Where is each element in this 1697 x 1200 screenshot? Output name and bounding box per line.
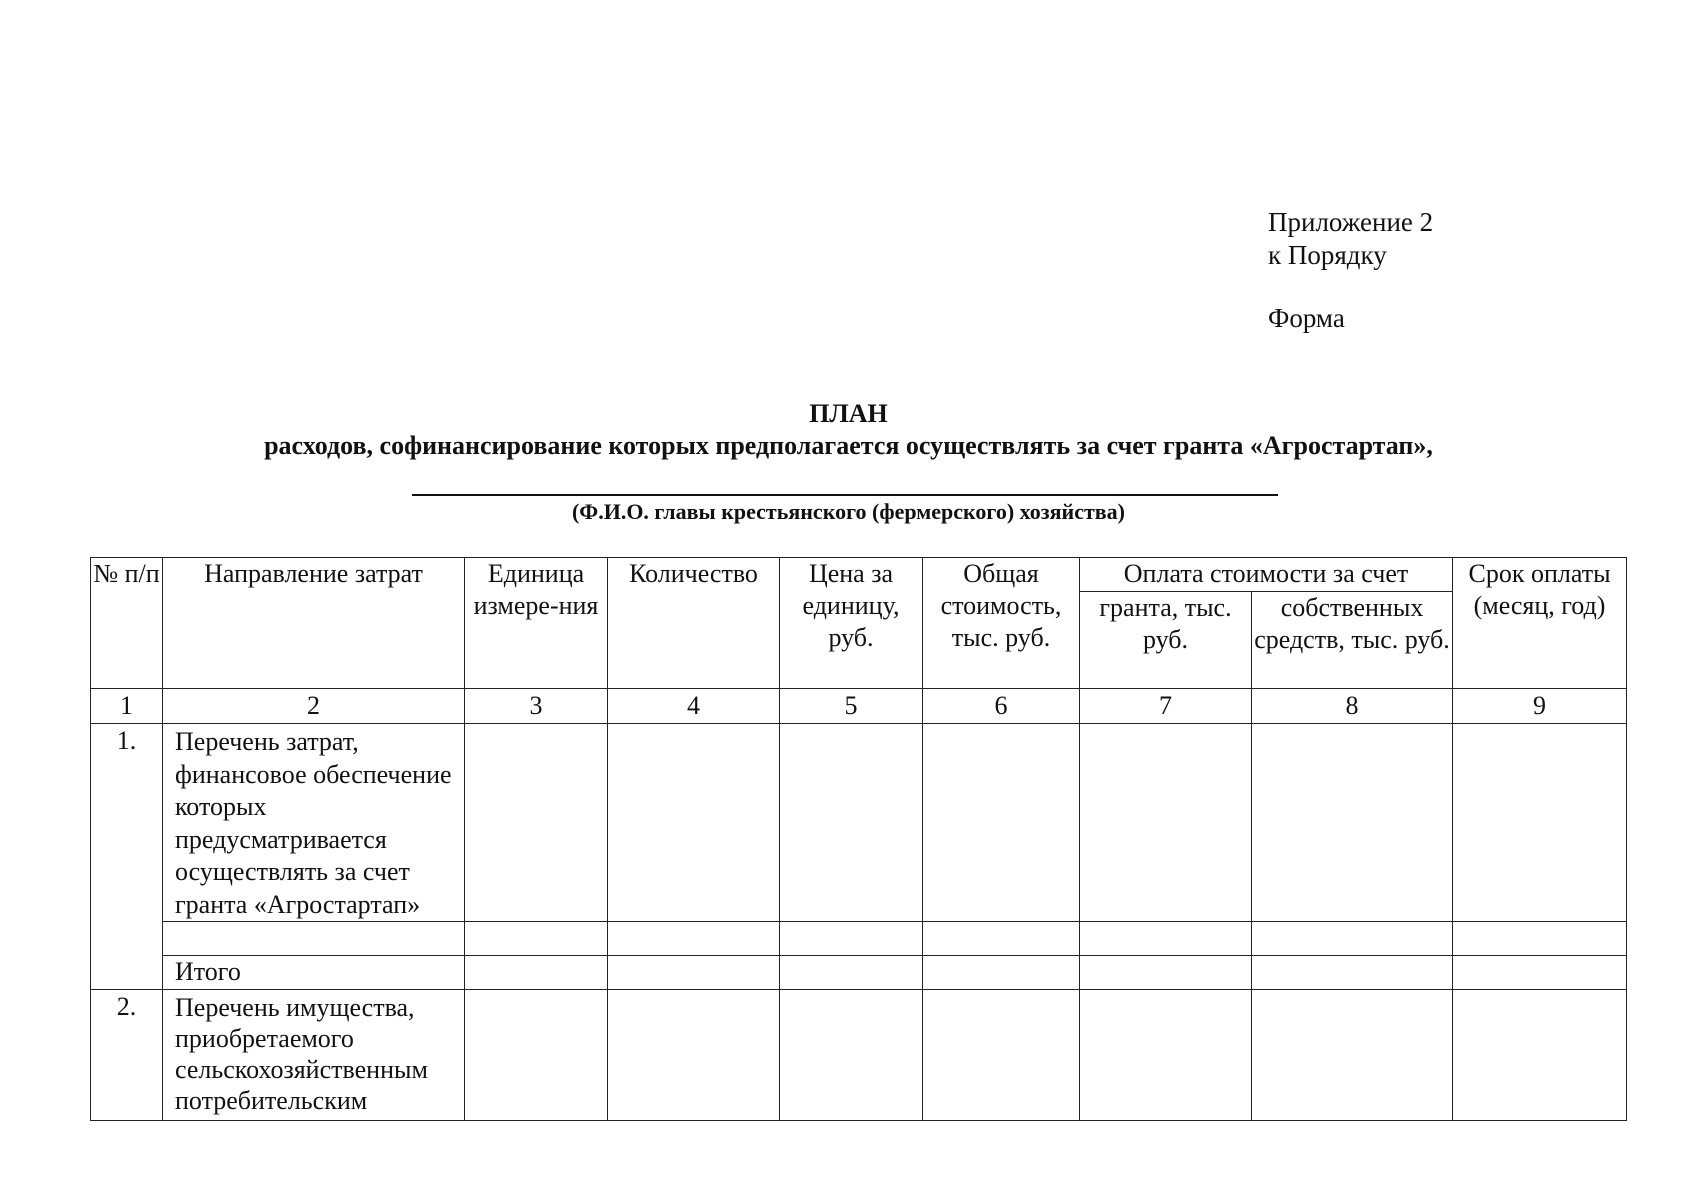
cell-own[interactable] (1252, 724, 1453, 922)
name-caption: (Ф.И.О. главы крестьянского (фермерского) хозяйства) (571, 499, 1126, 524)
row-text: Перечень затрат, финансовое обеспечение которых предусматривается осуществлять за счет гранта «Агростартап» (163, 724, 465, 922)
column-number: 9 (1453, 689, 1627, 724)
table-row (91, 990, 1627, 1121)
appendix-block (1268, 206, 1433, 335)
title-subtitle: расходов, софинансирование которых предполагается осуществлять за счет гранта «Агростартап», (264, 431, 1433, 460)
table-row (91, 922, 1627, 956)
cell-unit[interactable] (465, 956, 608, 990)
header-price: Цена за единицу, руб. (780, 558, 923, 689)
column-number: 8 (1252, 689, 1453, 724)
plan-table (90, 557, 1627, 1121)
document-title (0, 398, 1697, 462)
cell-quantity[interactable] (608, 724, 780, 922)
header-row-1 (91, 558, 1627, 592)
cell-price[interactable] (780, 922, 923, 956)
cell-unit[interactable] (465, 990, 608, 1121)
column-numbers-row (91, 689, 1627, 724)
row-number: 2. (91, 990, 163, 1121)
cell-own[interactable] (1252, 990, 1453, 1121)
name-fill-line (412, 494, 1278, 496)
header-total: Общая стоимость, тыс. руб. (923, 558, 1080, 689)
total-label: Итого (163, 956, 465, 990)
cell-quantity[interactable] (608, 956, 780, 990)
cell-price[interactable] (780, 956, 923, 990)
cell-unit[interactable] (465, 724, 608, 922)
cell-total[interactable] (923, 724, 1080, 922)
header-payment-group: Оплата стоимости за счет (1080, 558, 1453, 592)
header-term: Срок оплаты (месяц, год) (1453, 558, 1627, 689)
row-text: Перечень имущества, приобретаемого сельскохозяйственным потребительским (163, 990, 465, 1121)
header-quantity: Количество (608, 558, 780, 689)
cell-quantity[interactable] (608, 990, 780, 1121)
cell-total[interactable] (923, 990, 1080, 1121)
header-grant: гранта, тыс. руб. (1080, 592, 1252, 689)
appendix-line-2: к Порядку (1268, 240, 1387, 270)
cell-term[interactable] (1453, 724, 1627, 922)
table-row-total (91, 956, 1627, 990)
header-direction: Направление затрат (163, 558, 465, 689)
cell-total[interactable] (923, 922, 1080, 956)
cell-total[interactable] (923, 956, 1080, 990)
header-num: № п/п (91, 558, 163, 689)
column-number: 3 (465, 689, 608, 724)
cell-own[interactable] (1252, 956, 1453, 990)
column-number: 2 (163, 689, 465, 724)
cell-term[interactable] (1453, 922, 1627, 956)
cell-grant[interactable] (1080, 922, 1252, 956)
cell-quantity[interactable] (608, 922, 780, 956)
cell-price[interactable] (780, 724, 923, 922)
row-number: 1. (91, 724, 163, 990)
header-own: собственных средств, тыс. руб. (1252, 592, 1453, 689)
cell-term[interactable] (1453, 990, 1627, 1121)
table-row (91, 724, 1627, 922)
header-unit: Единица измере-ния (465, 558, 608, 689)
cell-term[interactable] (1453, 956, 1627, 990)
cell-price[interactable] (780, 990, 923, 1121)
cell-grant[interactable] (1080, 990, 1252, 1121)
cell-grant[interactable] (1080, 724, 1252, 922)
cell-unit[interactable] (465, 922, 608, 956)
appendix-line-1: Приложение 2 (1268, 207, 1434, 237)
column-number: 5 (780, 689, 923, 724)
cell-grant[interactable] (1080, 956, 1252, 990)
column-number: 4 (608, 689, 780, 724)
column-number: 6 (923, 689, 1080, 724)
form-label: Форма (1268, 303, 1345, 333)
row-text[interactable] (163, 922, 465, 956)
title-main: ПЛАН (809, 399, 888, 428)
column-number: 1 (91, 689, 163, 724)
column-number: 7 (1080, 689, 1252, 724)
cell-own[interactable] (1252, 922, 1453, 956)
